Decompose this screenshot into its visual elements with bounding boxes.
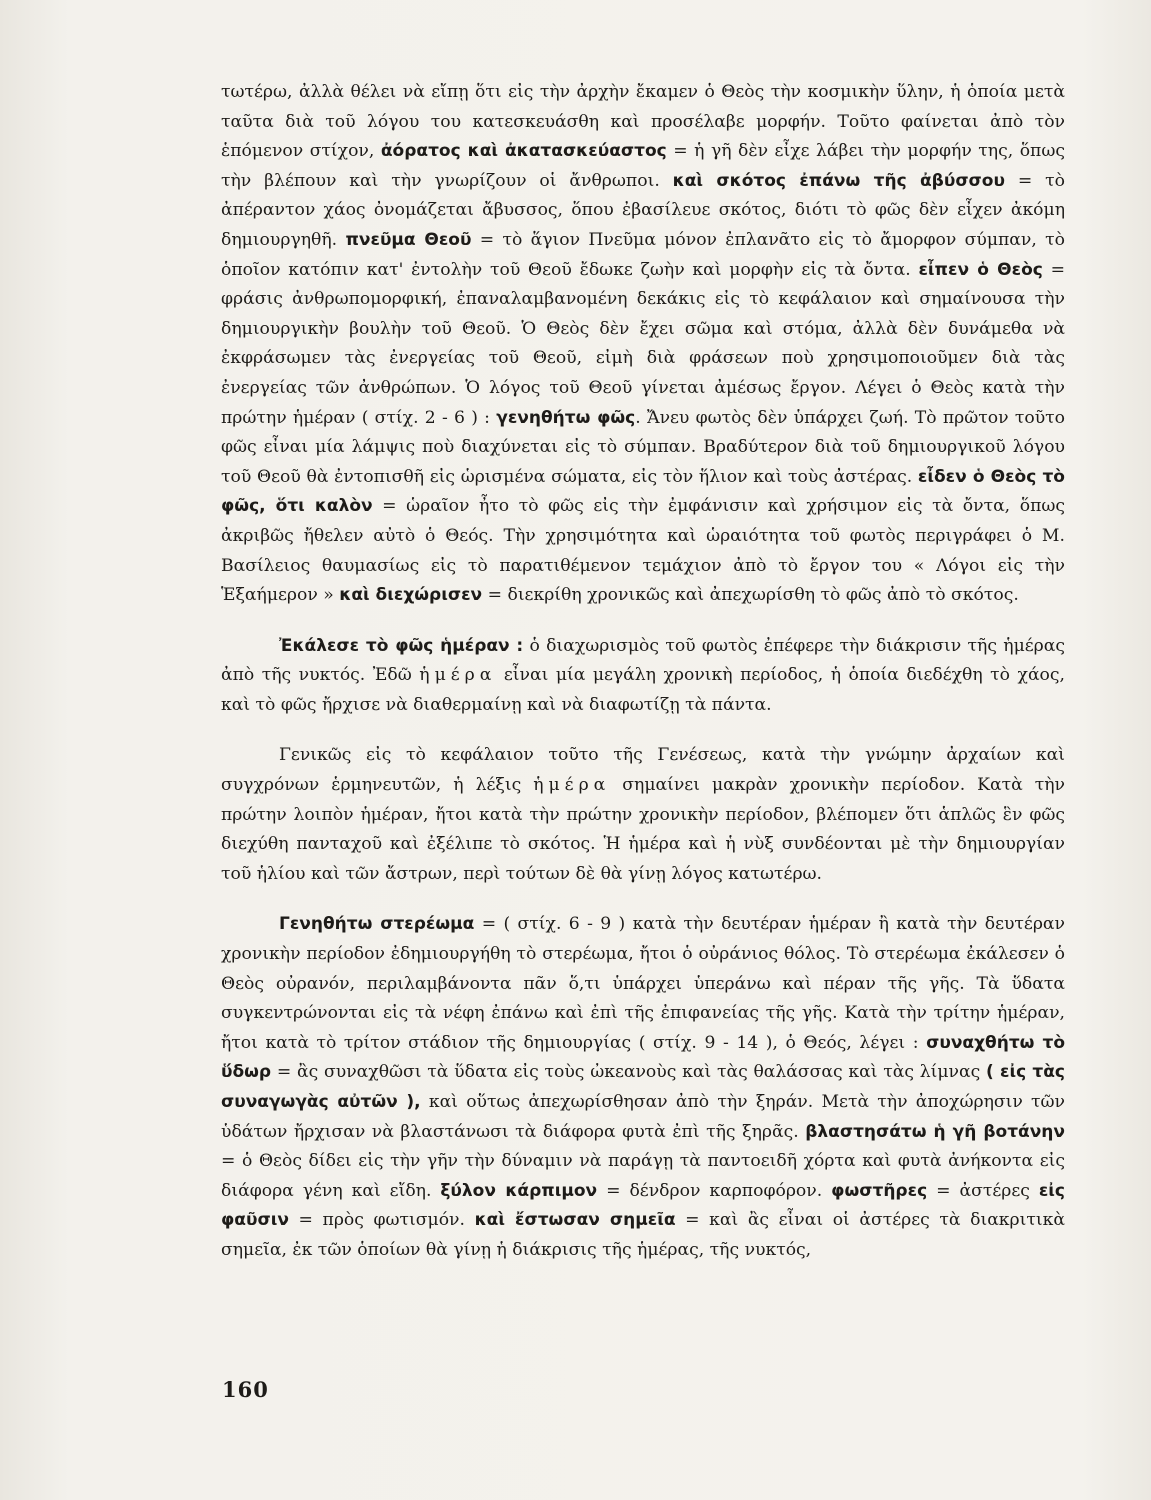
bold-term: γενηθήτω φῶς [496,407,636,428]
text-run: ὁ διαχωρισμὸς τοῦ φωτὸς ἐπέφερε τὴν διάκρισιν τῆς ἡμέρας ἀπὸ τῆς νυκτός. Ἐδῶ [221,635,1065,686]
spaced-term: ἡμέρα [533,775,611,796]
body-text [221,78,1065,1266]
text-run: = διεκρίθη χρονικῶς καὶ ἀπεχωρίσθη τὸ φῶς ἀπὸ τὸ σκότος. [482,585,1019,606]
bold-term: Γενηθήτω στερέωμα [279,914,475,935]
text-run: = ἡ γῆ δὲν εἶχε λάβει τὴν μορφήν της, ὅπως τὴν βλέπουν καὶ τὴν γνωρίζουν οἱ ἄνθρωποι. [221,141,1065,191]
bold-term: εἰς φαῦσιν [221,1180,1065,1231]
text-run: = φράσις ἀνθρωπομορφική, ἐπαναλαμβανομένη δεκάκις εἰς τὸ κεφάλαιον καὶ σημαίνουσα τὴν δημιουργικὴν βουλὴν τοῦ Θεοῦ. Ὁ Θεὸς δὲν ἔχει σῶμα καὶ στόμα, ἀλλὰ δὲν δυνάμεθα νὰ ἐκφράσωμεν τὰς ἐνεργείας τοῦ Θεοῦ, εἰμὴ διὰ φράσεων ποὺ χρησιμοποιοῦμεν διὰ τὰς ἐνεργείας τῶν ἀνθρώπων. Ὁ λόγος τοῦ Θεοῦ γίνεται ἀμέσως ἔργον. Λέγει ὁ Θεὸς κατὰ τὴν πρώτην ἡμέραν ( στίχ. 2 - 6 ) : [221,259,1065,428]
bold-term: πνεῦμα Θεοῦ [345,229,472,250]
text-run: Γενικῶς εἰς τὸ κεφάλαιον τοῦτο τῆς Γενέσεως, κατὰ τὴν γνώμην ἀρχαίων καὶ συγχρόνων ἑρμηνευτῶν, ἡ λέξις [221,745,1065,796]
page-number: 160 [222,1377,269,1402]
text-run: = ( στίχ. 6 - 9 ) κατὰ τὴν δευτέραν ἡμέραν ἢ κατὰ τὴν δευτέραν χρονικὴν περίοδον ἐδημιουργήθη τὸ στερέωμα, ἤτοι ὁ οὐράνιος θόλος. Τὸ στερέωμα ἐκάλεσεν ὁ Θεὸς οὐρανόν, περιλαμβάνοντα πᾶν ὅ,τι ὑπάρχει ὑπεράνω καὶ πέραν τῆς γῆς. Τὰ ὕδατα συγκεντρώνονται εἰς τὰ νέφη ἐπάνω καὶ ἐπὶ τῆς ἐπιφανείας τῆς γῆς. Κατὰ τὴν τρίτην ἡμέραν, ἤτοι κατὰ τὸ τρίτον στάδιον τῆς δημιουργίας ( στίχ. 9 - 14 ), ὁ Θεός, λέγει : [221,914,1065,1053]
paragraph [221,78,1065,611]
bold-term: συναχθήτω τὸ ὕδωρ [221,1032,1065,1083]
paragraph [221,741,1065,889]
bold-term: εἶδεν ὁ Θεὸς τὸ φῶς, ὅτι καλὸν [221,466,1065,517]
bold-term: βλαστησάτω ἡ γῆ βοτάνην [805,1121,1065,1142]
text-run: = ὁ Θεὸς δίδει εἰς τὴν γῆν τὴν δύναμιν νὰ παράγῃ τὰ παντοειδῆ χόρτα καὶ φυτὰ ἀνήκοντα εἰς διάφορα γένη καὶ εἴδη. [221,1151,1065,1201]
text-run: = ὡραῖον ἦτο τὸ φῶς εἰς τὴν ἐμφάνισιν καὶ χρήσιμον εἰς τὰ ὄντα, ὅπως ἀκριβῶς ἤθελεν αὐτὸ ὁ Θεός. Τὴν χρησιμότητα καὶ ὡραιότητα τοῦ φωτὸς περιγράφει ὁ Μ. Βασίλειος θαυμασίως εἰς τὸ παρατιθέμενον τεμάχιον ἀπὸ τὸ ἔργον του « Λόγοι εἰς τὴν Ἑξαήμερον » [221,496,1065,606]
bold-term: καὶ διεχώρισεν [339,585,483,606]
text-run: = ἀστέρες [927,1180,1039,1201]
paragraph [221,632,1065,721]
text-run: = ἂς συναχθῶσι τὰ ὕδατα εἰς τοὺς ὠκεανοὺς καὶ τὰς θαλάσσας καὶ τὰς λίμνας [271,1062,986,1083]
text-run: = δένδρον καρποφόρον. [597,1180,832,1201]
bold-term: ( εἰς τὰς συναγωγὰς αὐτῶν ), [221,1062,1065,1112]
bold-term: φωστῆρες [831,1180,928,1201]
paragraph [221,910,1065,1265]
bold-term: Ἐκάλεσε τὸ φῶς ἡμέραν : [279,635,524,656]
text-run: = τὸ ἀπέραντον χάος ὀνομάζεται ἄβυσσος, ὅπου ἐβασίλευε σκότος, διότι τὸ φῶς δὲν εἶχεν ἀκόμη δημιουργηθῆ. [221,170,1065,250]
text-run: τωτέρω, ἀλλὰ θέλει νὰ εἴπῃ ὅτι εἰς τὴν ἀρχὴν ἔκαμεν ὁ Θεὸς τὴν κοσμικὴν ὕλην, ἡ ὁποία μετὰ ταῦτα διὰ τοῦ λόγου του κατεσκευάσθη καὶ προσέλαβε μορφήν. Τοῦτο φαίνεται ἀπὸ τὸν ἑπόμενον στίχον, [221,82,1065,162]
bold-term: ἀόρατος καὶ ἀκατασκεύαστος [380,141,667,162]
text-run: εἶναι μία μεγάλη χρονικὴ περίοδος, ἡ ὁποία διεδέχθη τὸ χάος, καὶ τὸ φῶς ἤρχισε νὰ διαθερμαίνῃ καὶ νὰ διαφωτίζῃ τὰ πάντα. [221,665,1065,715]
text-run: = πρὸς φωτισμόν. [288,1210,475,1231]
bold-term: καὶ ἔστωσαν σημεῖα [474,1210,676,1231]
text-run: σημαίνει μακρὰν χρονικὴν περίοδον. Κατὰ τὴν πρώτην λοιπὸν ἡμέραν, ἤτοι κατὰ τὴν πρώτην χρονικὴν περίοδον, βλέπομεν ὅτι ἁπλῶς ἓν φῶς διεχύθη πανταχοῦ καὶ ἐξέλιπε τὸ σκότος. Ἡ ἡμέρα καὶ ἡ νὺξ συνδέονται μὲ τὴν δημιουργίαν τοῦ ἡλίου καὶ τῶν ἄστρων, περὶ τούτων δὲ θὰ γίνῃ λόγος κατωτέρω. [221,775,1065,884]
text-run: . Ἄνευ φωτὸς δὲν ὑπάρχει ζωή. Τὸ πρῶτον τοῦτο φῶς εἶναι μία λάμψις ποὺ διαχύνεται εἰς τὸ σύμπαν. Βραδύτερον διὰ τοῦ δημιουργικοῦ λόγου τοῦ Θεοῦ θὰ ἐντοπισθῆ εἰς ὡρισμένα σώματα, εἰς τὸν ἥλιον καὶ τοὺς ἀστέρας. [221,407,1065,487]
spaced-term: ἡμέρα [419,665,497,686]
bold-term: καὶ σκότος ἐπάνω τῆς ἀβύσσου [672,170,1005,191]
bold-term: ξύλον κάρπιμον [440,1180,598,1201]
bold-term: εἶπεν ὁ Θεὸς [918,259,1043,280]
text-run: = καὶ ἂς εἶναι οἱ ἀστέρες τὰ διακριτικὰ σημεῖα, ἐκ τῶν ὁποίων θὰ γίνῃ ἡ διάκρισις τῆς ἡμέρας, τῆς νυκτός, [221,1210,1065,1260]
text-run: = τὸ ἅγιον Πνεῦμα μόνον ἐπλανᾶτο εἰς τὸ ἄμορφον σύμπαν, τὸ ὁποῖον κατόπιν κατ' ἐντολὴν τοῦ Θεοῦ ἔδωκε ζωὴν καὶ μορφὴν εἰς τὰ ὄντα. [221,229,1065,280]
text-run: καὶ οὕτως ἀπεχωρίσθησαν ἀπὸ τὴν ξηράν. Μετὰ τὴν ἀποχώρησιν τῶν ὑδάτων ἤρχισαν νὰ βλαστάνωσι τὰ διάφορα φυτὰ ἐπὶ τῆς ξηρᾶς. [221,1092,1065,1142]
